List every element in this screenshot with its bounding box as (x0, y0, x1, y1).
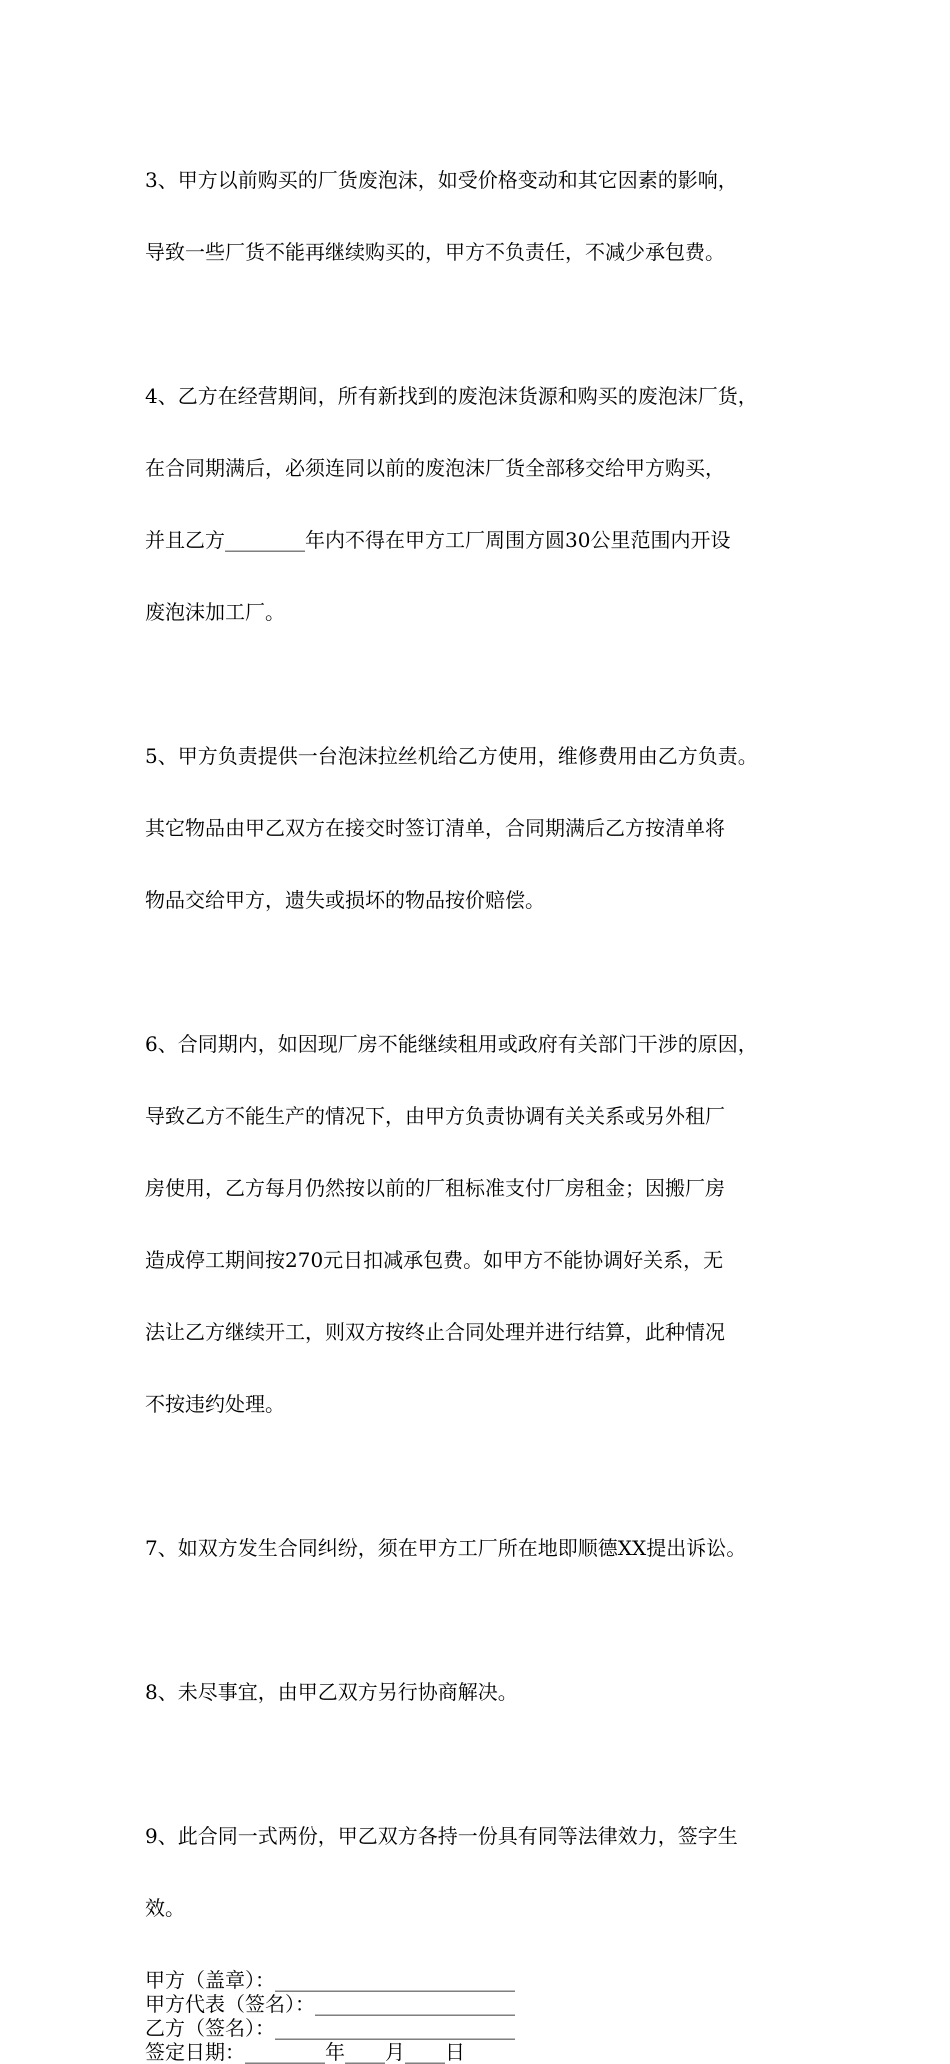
clause-5 (145, 696, 845, 960)
clause-6-line-5: 法让乙方继续开工，则双方按终止合同处理并进行结算，此种情况 (145, 1320, 725, 1344)
party-b-signature-line: 乙方（签名）：________________________ (145, 2016, 515, 2040)
clause-6-line-4: 造成停工期间按270元日扣减承包费。如甲方不能协调好关系，无 (145, 1248, 724, 1272)
clause-4 (145, 336, 845, 672)
party-a-seal-line: 甲方（盖章）：________________________ (145, 1968, 515, 1992)
clause-9-line-2: 效。 (145, 1896, 185, 1920)
clause-3 (145, 120, 845, 312)
contract-page (145, 120, 845, 2064)
clause-9 (145, 1776, 845, 1968)
clause-3-line-1: 3、甲方以前购买的厂货废泡沫，如受价格变动和其它因素的影响， (145, 168, 738, 192)
clause-7-line-1: 7、如双方发生合同纠纷，须在甲方工厂所在地即顺德XX提出诉讼。 (145, 1536, 747, 1560)
clause-8 (145, 1632, 845, 1752)
clause-6-line-1: 6、合同期内，如因现厂房不能继续租用或政府有关部门干涉的原因， (145, 1032, 758, 1056)
clause-4-line-1: 4、乙方在经营期间，所有新找到的废泡沫货源和购买的废泡沫厂货， (145, 384, 758, 408)
clause-3-line-2: 导致一些厂货不能再继续购买的，甲方不负责任，不减少承包费。 (145, 240, 725, 264)
signing-date-line: 签定日期：________年____月____日 (145, 2040, 465, 2064)
clause-6-line-6: 不按违约处理。 (145, 1392, 285, 1416)
clause-5-line-3: 物品交给甲方，遗失或损坏的物品按价赔偿。 (145, 888, 545, 912)
signature-block (145, 1968, 845, 2064)
party-a-representative-line: 甲方代表（签名）：____________________ (145, 1992, 515, 2016)
clause-4-line-4: 废泡沫加工厂。 (145, 600, 285, 624)
clause-6 (145, 984, 845, 1464)
clause-7 (145, 1488, 845, 1608)
clause-5-line-1: 5、甲方负责提供一台泡沫拉丝机给乙方使用，维修费用由乙方负责。 (145, 744, 758, 768)
clause-8-line-1: 8、未尽事宜，由甲乙双方另行协商解决。 (145, 1680, 518, 1704)
clause-4-line-2: 在合同期满后，必须连同以前的废泡沫厂货全部移交给甲方购买， (145, 456, 725, 480)
clause-6-line-2: 导致乙方不能生产的情况下，由甲方负责协调有关关系或另外租厂 (145, 1104, 725, 1128)
clause-5-line-2: 其它物品由甲乙双方在接交时签订清单，合同期满后乙方按清单将 (145, 816, 725, 840)
clause-9-line-1: 9、此合同一式两份，甲乙双方各持一份具有同等法律效力，签字生 (145, 1824, 738, 1848)
clause-6-line-3: 房使用，乙方每月仍然按以前的厂租标准支付厂房租金；因搬厂房 (145, 1176, 725, 1200)
clause-4-line-3: 并且乙方________年内不得在甲方工厂周围方圆30公里范围内开设 (145, 528, 731, 552)
